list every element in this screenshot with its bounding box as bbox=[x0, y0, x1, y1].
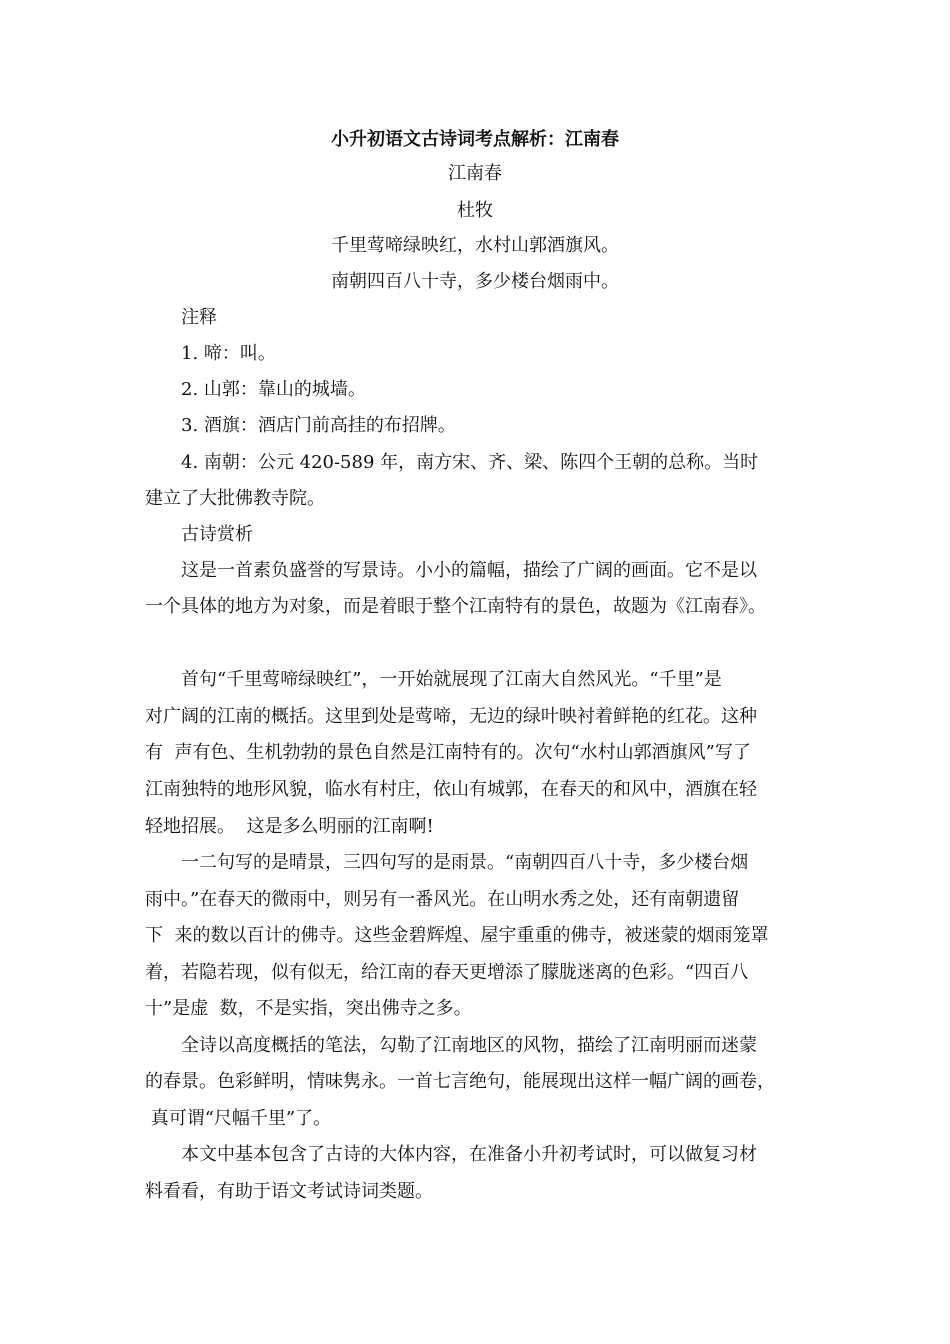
analysis-p3-line-5: 十”是虚 数，不是实指，突出佛寺之多。 bbox=[145, 998, 472, 1019]
analysis-p2-line-4: 江南独特的地形风貌，临水有村庄，依山有城郭，在春天的和风中，酒旗在轻 bbox=[145, 779, 757, 800]
analysis-p1-line-2: 一个具体的地方为对象，而是着眼于整个江南特有的景色，故题为《江南春》。 bbox=[145, 596, 766, 617]
poem-line-1: 千里莺啼绿映红，水村山郭酒旗风。 bbox=[331, 235, 619, 256]
analysis-p3-line-1: 一二句写的是晴景，三四句写的是雨景。“南朝四百八十寺，多少楼台烟 bbox=[181, 852, 749, 873]
analysis-p3-line-2: 雨中。”在春天的微雨中，则另有一番风光。在山明水秀之处，还有南朝遗留 bbox=[145, 889, 740, 910]
poem-title: 江南春 bbox=[448, 163, 502, 184]
analysis-p2-line-1: 首句“千里莺啼绿映红”，一开始就展现了江南大自然风光。“千里”是 bbox=[181, 669, 722, 690]
analysis-p3-line-4: 着，若隐若现，似有似无，给江南的春天更增添了朦胧迷离的色彩。“四百八 bbox=[145, 962, 749, 983]
page-title: 小升初语文古诗词考点解析：江南春 bbox=[331, 129, 619, 150]
analysis-p2-line-5: 轻地招展。 这是多么明丽的江南啊! bbox=[145, 816, 434, 837]
poem-line-2: 南朝四百八十寺，多少楼台烟雨中。 bbox=[331, 271, 619, 292]
poem-author: 杜牧 bbox=[457, 200, 493, 221]
analysis-p5-line-1: 本文中基本包含了古诗的大体内容，在准备小升初考试时，可以做复习材 bbox=[181, 1144, 757, 1165]
analysis-p4-line-1: 全诗以高度概括的笔法，勾勒了江南地区的风物，描绘了江南明丽而迷蒙 bbox=[181, 1035, 757, 1056]
analysis-p4-line-2: 的春景。色彩鲜明，情味隽永。一首七言绝句，能展现出这样一幅广阔的画卷， bbox=[145, 1071, 775, 1092]
analysis-p5-line-2: 料看看，有助于语文考试诗词类题。 bbox=[145, 1181, 433, 1202]
notes-heading: 注释 bbox=[181, 307, 217, 328]
analysis-p2-line-2: 对广阔的江南的概括。这里到处是莺啼，无边的绿叶映衬着鲜艳的红花。这种 bbox=[145, 706, 757, 727]
analysis-p2-line-3: 有 声有色、生机勃勃的景色自然是江南特有的。次句“水村山郭酒旗风”写了 bbox=[145, 742, 751, 763]
note-item-4: 4. 南朝：公元 420-589 年，南方宋、齐、梁、陈四个王朝的总称。当时 bbox=[181, 452, 759, 473]
note-item-2: 2. 山郭：靠山的城墙。 bbox=[181, 379, 366, 400]
analysis-p3-line-3: 下 来的数以百计的佛寺。这些金碧辉煌、屋宇重重的佛寺，被迷蒙的烟雨笼罩 bbox=[145, 925, 769, 946]
note-item-3: 3. 酒旗：酒店门前高挂的布招牌。 bbox=[181, 415, 456, 436]
analysis-p1-line-1: 这是一首素负盛誉的写景诗。小小的篇幅，描绘了广阔的画面。它不是以 bbox=[181, 560, 757, 581]
note-item-4-cont: 建立了大批佛教寺院。 bbox=[145, 488, 325, 509]
analysis-heading: 古诗赏析 bbox=[181, 524, 253, 545]
note-item-1: 1. 啼：叫。 bbox=[181, 343, 276, 364]
analysis-p4-line-3: 真可谓“尺幅千里”了。 bbox=[145, 1108, 332, 1129]
